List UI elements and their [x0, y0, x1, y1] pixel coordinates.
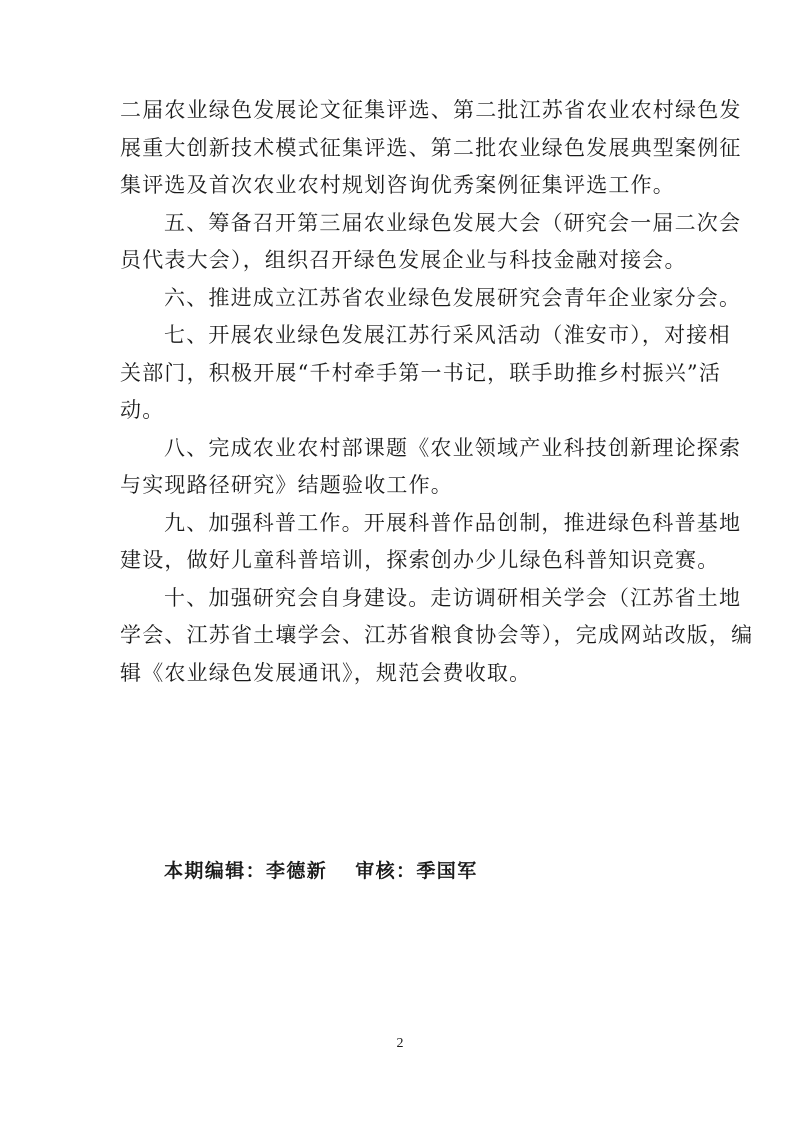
paragraph-item-five	[120, 205, 742, 280]
editor-label: 本期编辑：李德新	[164, 860, 328, 882]
text-line: 集评选及首次农业农村规划咨询优秀案例征集评选工作。	[120, 173, 675, 197]
text-line: 十、加强研究会自身建设。走访调研相关学会（江苏省土地	[164, 585, 742, 610]
paragraph-continuation	[120, 92, 742, 205]
paragraph-item-seven	[120, 317, 731, 430]
paragraph-item-six	[120, 280, 742, 318]
paragraph-item-ten	[120, 580, 754, 693]
text-line: 七、开展农业绿色发展江苏行采风活动（淮安市），对接相	[164, 323, 731, 347]
text-line: 建设，做好儿童科普培训，探索创办少儿绿色科普知识竞赛。	[120, 548, 720, 572]
text-line: 五、筹备召开第三届农业绿色发展大会（研究会一届二次会	[164, 210, 742, 235]
reviewer-label: 审核：季国军	[355, 860, 478, 882]
text-line: 九、加强科普工作。开展科普作品创制，推进绿色科普基地	[164, 510, 742, 535]
text-line: 关部门，积极开展“千村牵手第一书记，联手助推乡村振兴”活	[120, 360, 722, 385]
page-number: 2	[396, 1036, 404, 1051]
text-line: 八、完成农业农村部课题《农业领域产业科技创新理论探索	[164, 435, 742, 460]
text-line: 动。	[120, 398, 165, 422]
text-line: 二届农业绿色发展论文征集评选、第二批江苏省农业农村绿色发	[120, 98, 742, 122]
text-line: 辑《农业绿色发展通讯》，规范会费收取。	[120, 660, 532, 685]
text-line: 展重大创新技术模式征集评选、第二批农业绿色发展典型案例征	[120, 135, 742, 160]
document-body	[120, 92, 754, 692]
text-line: 六、推进成立江苏省农业绿色发展研究会青年企业家分会。	[164, 285, 742, 310]
editor-credits	[164, 856, 478, 883]
text-line: 学会、江苏省土壤学会、江苏省粮食协会等），完成网站改版，编	[120, 623, 754, 647]
paragraph-item-eight	[120, 430, 742, 505]
paragraph-item-nine	[120, 505, 742, 580]
text-line: 员代表大会），组织召开绿色发展企业与科技金融对接会。	[120, 248, 687, 272]
text-line: 与实现路径研究》结题验收工作。	[120, 473, 453, 497]
